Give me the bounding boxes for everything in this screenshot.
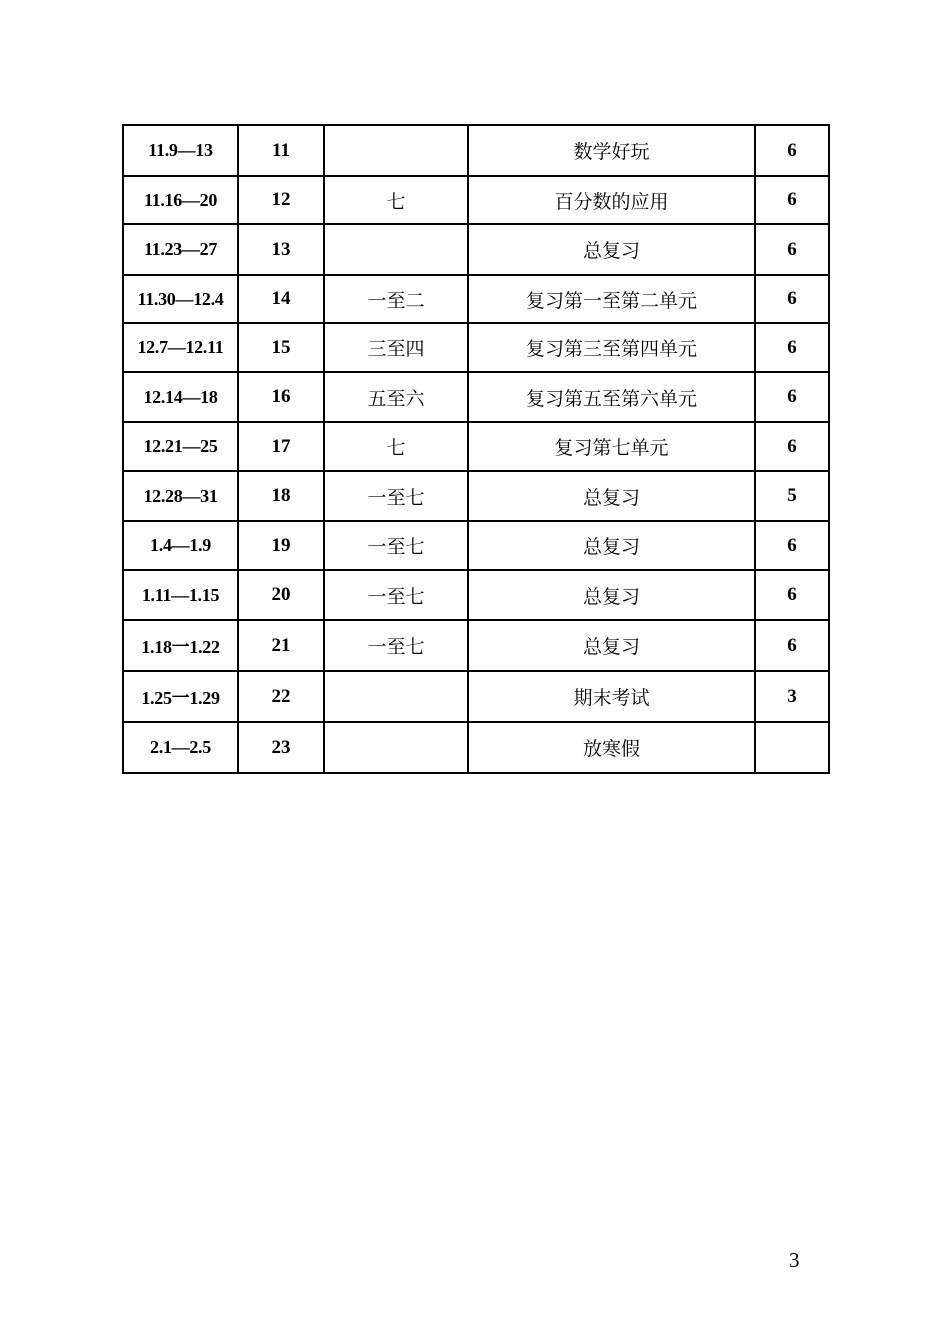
- table-row: [123, 323, 829, 372]
- hours-cell: 6: [755, 224, 829, 275]
- hours-cell: 6: [755, 275, 829, 323]
- unit-cell: 三至四: [324, 323, 468, 372]
- hours-cell: 6: [755, 620, 829, 671]
- unit-cell: 一至七: [324, 570, 468, 620]
- table-row: [123, 275, 829, 323]
- date-cell: 12.14—18: [123, 372, 238, 422]
- week-cell: 22: [238, 671, 324, 722]
- date-cell: 11.16—20: [123, 176, 238, 224]
- table-row: [123, 722, 829, 773]
- content-cell: 放寒假: [468, 722, 755, 773]
- hours-cell: 6: [755, 323, 829, 372]
- table-row: [123, 471, 829, 521]
- unit-cell: [324, 125, 468, 176]
- table-row: [123, 372, 829, 422]
- unit-cell: 一至二: [324, 275, 468, 323]
- content-cell: 数学好玩: [468, 125, 755, 176]
- date-cell: 2.1—2.5: [123, 722, 238, 773]
- table-row: [123, 671, 829, 722]
- date-cell: 11.30—12.4: [123, 275, 238, 323]
- week-cell: 21: [238, 620, 324, 671]
- date-cell: 11.23—27: [123, 224, 238, 275]
- unit-cell: 一至七: [324, 620, 468, 671]
- week-cell: 23: [238, 722, 324, 773]
- content-cell: 复习第一至第二单元: [468, 275, 755, 323]
- week-cell: 19: [238, 521, 324, 570]
- date-cell: 12.28—31: [123, 471, 238, 521]
- week-cell: 17: [238, 422, 324, 471]
- hours-cell: 6: [755, 570, 829, 620]
- table-row: [123, 620, 829, 671]
- week-cell: 12: [238, 176, 324, 224]
- hours-cell: 6: [755, 125, 829, 176]
- content-cell: 复习第三至第四单元: [468, 323, 755, 372]
- schedule-table: [122, 124, 830, 774]
- content-cell: 总复习: [468, 570, 755, 620]
- page-number: 3: [789, 1248, 800, 1272]
- unit-cell: 五至六: [324, 372, 468, 422]
- content-cell: 总复习: [468, 224, 755, 275]
- week-cell: 20: [238, 570, 324, 620]
- hours-cell: 6: [755, 372, 829, 422]
- hours-cell: 5: [755, 471, 829, 521]
- week-cell: 16: [238, 372, 324, 422]
- date-cell: 1.18一1.22: [123, 620, 238, 671]
- date-cell: 11.9—13: [123, 125, 238, 176]
- date-cell: 1.11—1.15: [123, 570, 238, 620]
- table-row: [123, 570, 829, 620]
- unit-cell: 七: [324, 422, 468, 471]
- content-cell: 总复习: [468, 471, 755, 521]
- unit-cell: [324, 224, 468, 275]
- table-row: [123, 125, 829, 176]
- table-row: [123, 224, 829, 275]
- date-cell: 1.4—1.9: [123, 521, 238, 570]
- table-row: [123, 422, 829, 471]
- hours-cell: 6: [755, 422, 829, 471]
- content-cell: 总复习: [468, 521, 755, 570]
- hours-cell: [755, 722, 829, 773]
- unit-cell: [324, 722, 468, 773]
- content-cell: 总复习: [468, 620, 755, 671]
- unit-cell: 七: [324, 176, 468, 224]
- content-cell: 百分数的应用: [468, 176, 755, 224]
- week-cell: 18: [238, 471, 324, 521]
- hours-cell: 3: [755, 671, 829, 722]
- week-cell: 11: [238, 125, 324, 176]
- date-cell: 12.21—25: [123, 422, 238, 471]
- table-row: [123, 176, 829, 224]
- content-cell: 复习第五至第六单元: [468, 372, 755, 422]
- week-cell: 14: [238, 275, 324, 323]
- content-cell: 复习第七单元: [468, 422, 755, 471]
- table-row: [123, 521, 829, 570]
- week-cell: 15: [238, 323, 324, 372]
- content-cell: 期末考试: [468, 671, 755, 722]
- unit-cell: 一至七: [324, 471, 468, 521]
- schedule-table-body: [123, 125, 829, 773]
- date-cell: 12.7—12.11: [123, 323, 238, 372]
- hours-cell: 6: [755, 521, 829, 570]
- week-cell: 13: [238, 224, 324, 275]
- date-cell: 1.25一1.29: [123, 671, 238, 722]
- hours-cell: 6: [755, 176, 829, 224]
- unit-cell: 一至七: [324, 521, 468, 570]
- unit-cell: [324, 671, 468, 722]
